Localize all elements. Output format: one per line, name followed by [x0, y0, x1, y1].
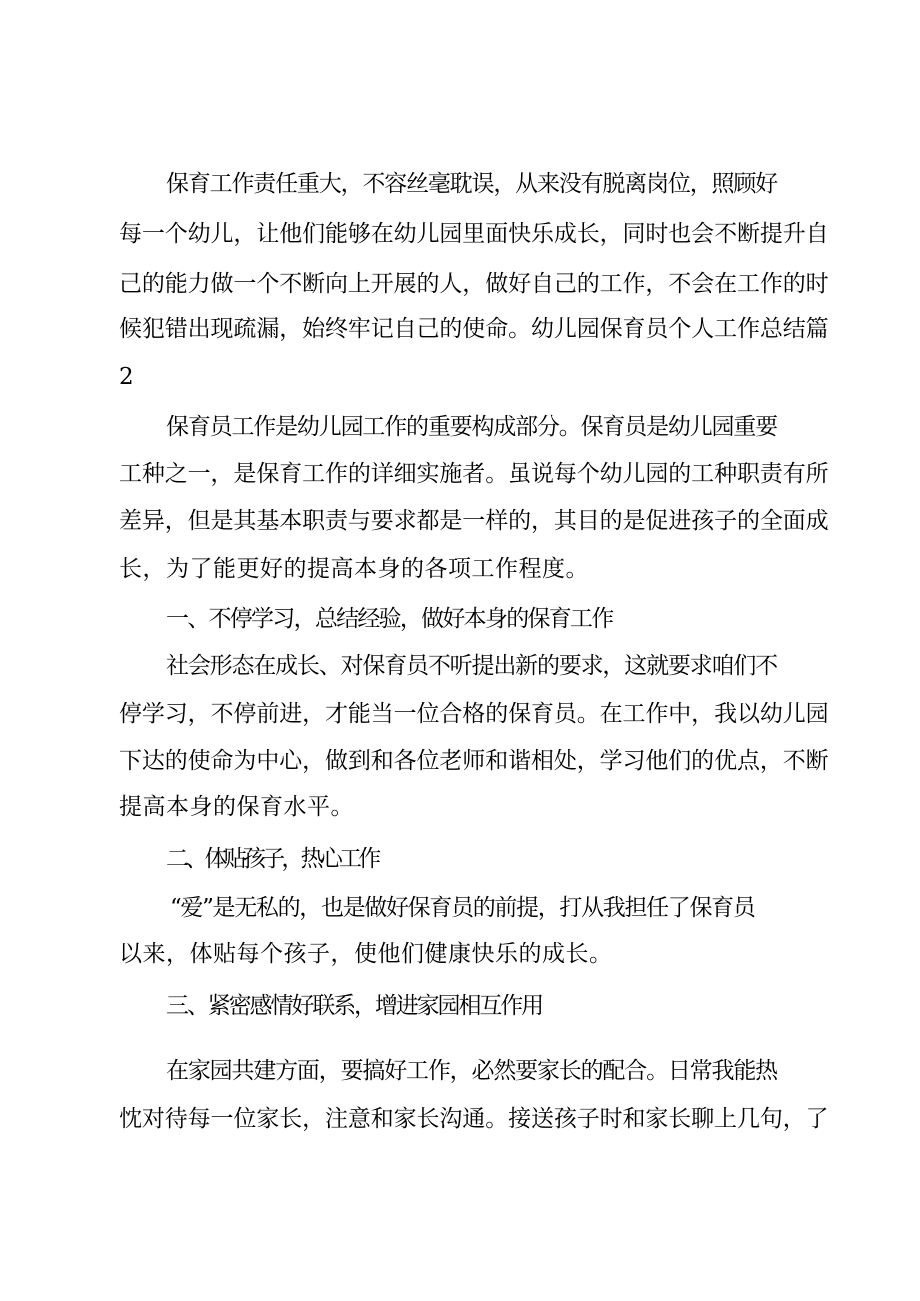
paragraph-1-line-4: 候犯错出现疏漏，始终牢记自己的使命。幼儿园保育员个人工作总结篇: [119, 316, 829, 342]
heading-2: 二、体贴孩子，热心工作: [166, 846, 378, 872]
section-number: 2: [119, 364, 135, 390]
paragraph-3-line-4: 提高本身的保育水平。: [119, 794, 354, 820]
paragraph-3-line-2: 停学习，不停前进，才能当一位合格的保育员。在工作中，我以幼儿园: [119, 701, 829, 727]
heading-3: 三、紧密感情好联系，增进家园相互作用: [166, 993, 543, 1019]
paragraph-1-line-3: 己的能力做一个不断向上开展的人，做好自己的工作，不会在工作的时: [119, 271, 829, 297]
paragraph-4-line-2: 以来，体贴每个孩子，使他们健康快乐的成长。: [119, 941, 613, 967]
paragraph-3-line-1: 社会形态在成长、对保育员不听提出新的要求，这就要求咱们不: [166, 653, 778, 679]
paragraph-5-line-2: 忱对待每一位家长，注意和家长沟通。接送孩子时和家长聊上几句，了: [119, 1106, 829, 1132]
heading-1: 一、不停学习，总结经验，做好本身的保育工作: [166, 606, 613, 632]
paragraph-1-line-1: 保育工作责任重大，不容丝毫耽误，从来没有脱离岗位，照顾好: [166, 171, 778, 197]
paragraph-2-line-3: 差异，但是其基本职责与要求都是一样的，其目的是促进孩子的全面成: [119, 508, 829, 534]
paragraph-4-line-1: “爱”是无私的，也是做好保育员的前提，打从我担任了保育员: [170, 895, 755, 921]
paragraph-5-line-1: 在家园共建方面，要搞好工作，必然要家长的配合。日常我能热: [166, 1058, 778, 1084]
paragraph-2-line-1: 保育员工作是幼儿园工作的重要构成部分。保育员是幼儿园重要: [166, 414, 778, 440]
paragraph-1-line-2: 每一个幼儿，让他们能够在幼儿园里面快乐成长，同时也会不断提升自: [119, 221, 829, 247]
paragraph-3-line-3: 下达的使命为中心，做到和各位老师和谐相处，学习他们的优点，不断: [119, 748, 829, 774]
paragraph-2-line-2: 工种之一，是保育工作的详细实施者。虽说每个幼儿园的工种职责有所: [119, 461, 829, 487]
paragraph-2-line-4: 长，为了能更好的提高本身的各项工作程度。: [119, 556, 589, 582]
